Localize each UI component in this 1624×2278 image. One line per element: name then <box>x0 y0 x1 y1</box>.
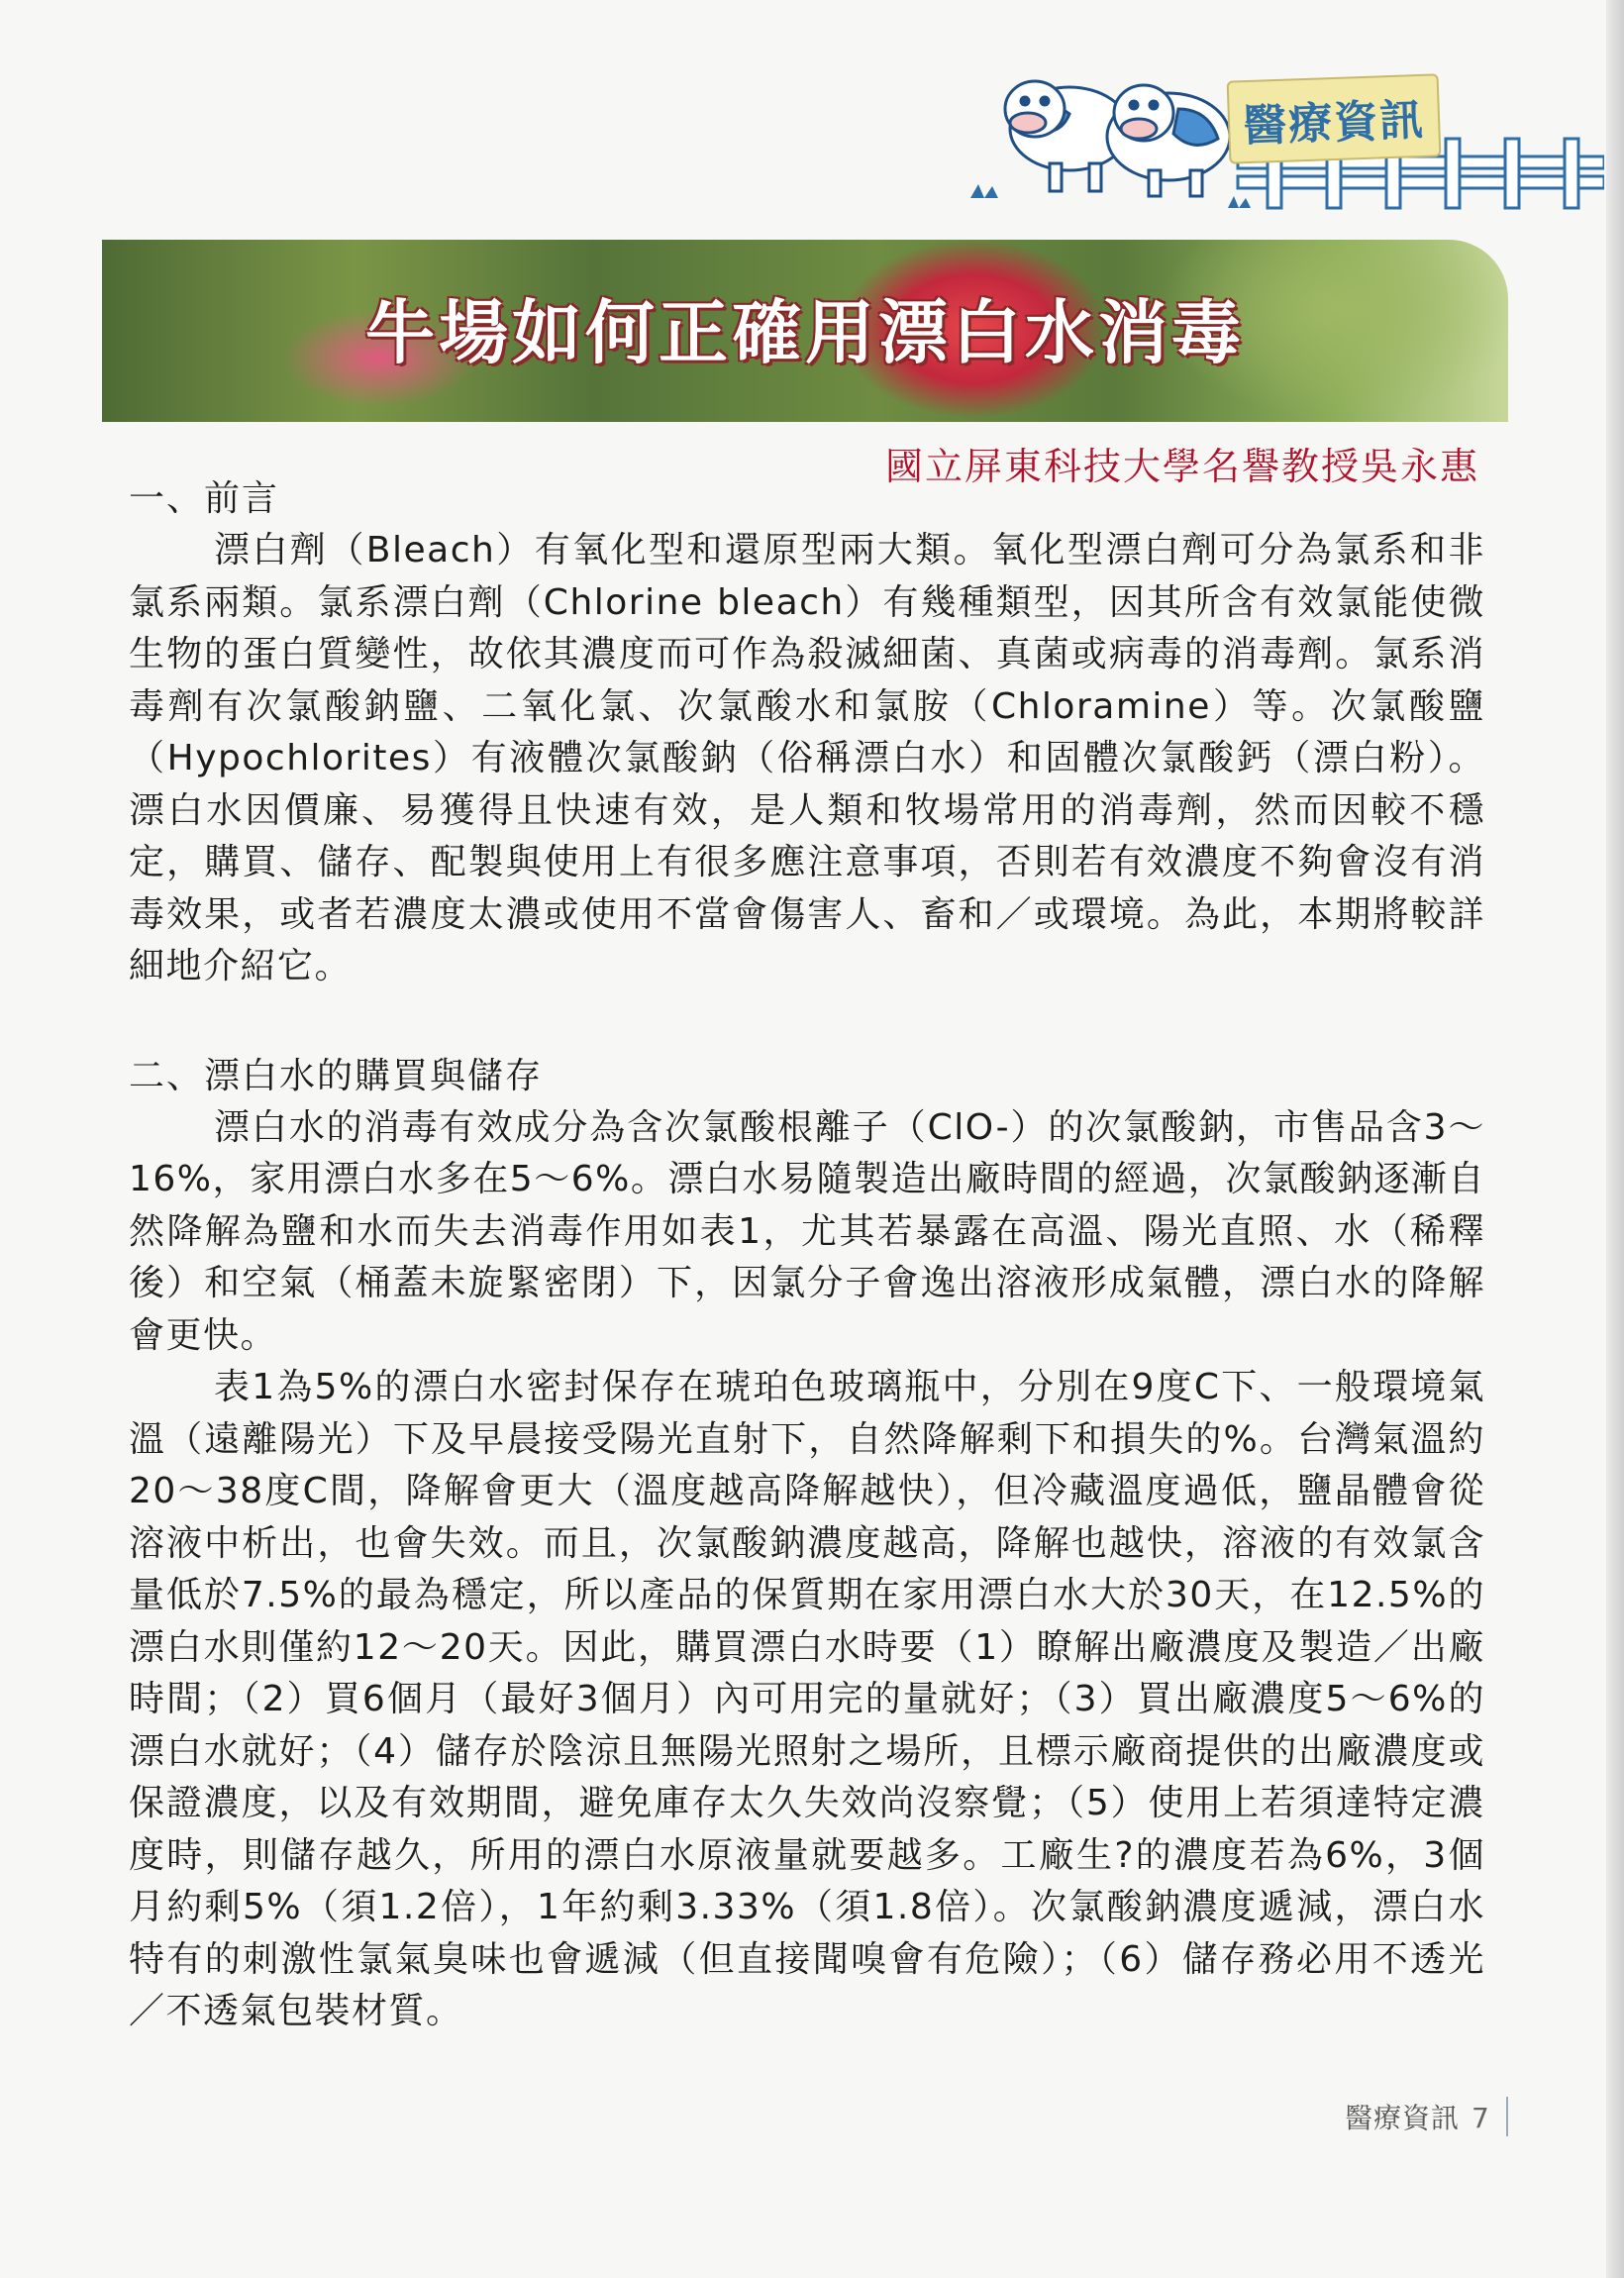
paragraph: 漂白水的消毒有效成分為含次氯酸根離子（ClO-）的次氯酸鈉，市售品含3～16%，家用漂白水多在5～6%。漂白水易隨製造出廠時間的經過，次氯酸鈉逐漸自然降解為鹽和水而失去消毒作用如表1，尤其若暴露在高溫、陽光直照、水（稀釋後）和空氣（桶蓋未旋緊密閉）下，因氯分子會逸出溶液形成氣體，漂白水的降解會更快。 <box>129 1106 1485 1356</box>
paragraph: 漂白劑（Bleach）有氧化型和還原型兩大類。氧化型漂白劑可分為氯系和非氯系兩類。氯系漂白劑（Chlorine bleach）有幾種類型，因其所含有效氯能使微生物的蛋白質變性，故依其濃度而可作為殺滅細菌、真菌或病毒的消毒劑。氯系消毒劑有次氯酸鈉鹽、二氧化氯、次氯酸水和氯胺（Chloramine）等。次氯酸鹽（Hypochlorites）有液體次氯酸鈉（俗稱漂白水）和固體次氯酸鈣（漂白粉）。漂白水因價廉、易獲得且快速有效，是人類和牧場常用的消毒劑，然而因較不穩定，購買、儲存、配製與使用上有很多應注意事項，否則若有效濃度不夠會沒有消毒效果，或者若濃度太濃或使用不當會傷害人、畜和／或環境。為此，本期將較詳細地介紹它。 <box>129 530 1485 986</box>
section-tag <box>1227 73 1442 163</box>
page-footer <box>1345 2097 1508 2136</box>
author-line: 國立屏東科技大學名譽教授吳永惠 <box>884 445 1479 488</box>
title-banner <box>102 240 1508 422</box>
page-number: 7 <box>1472 2102 1490 2134</box>
section-gap <box>129 993 1485 1051</box>
section-heading-purchase-storage: 二、漂白水的購買與儲存 <box>129 1055 544 1096</box>
page-edge-shading <box>1606 0 1624 2278</box>
section-heading-intro: 一、前言 <box>129 478 280 519</box>
article-body <box>129 473 1485 2038</box>
section-tag-label: 醫療資訊 <box>1242 94 1426 153</box>
article-title: 牛場如何正確用漂白水消毒 <box>365 292 1245 373</box>
footer-label: 醫療資訊 <box>1345 2102 1461 2134</box>
paragraph: 表1為5%的漂白水密封保存在琥珀色玻璃瓶中，分別在9度C下、一般環境氣溫（遠離陽光）下及早晨接受陽光直射下，自然降解剩下和損失的%。台灣氣溫約20～38度C間，降解會更大（溫度越高降解越快），但冷藏溫度過低，鹽晶體會從溶液中析出，也會失效。而且，次氯酸鈉濃度越高，降解也越快，溶液的有效氯含量低於7.5%的最為穩定，所以產品的保質期在家用漂白水大於30天，在12.5%的漂白水則僅約12～20天。因此，購買漂白水時要（1）瞭解出廠濃度及製造／出廠時間；（2）買6個月（最好3個月）內可用完的量就好；（3）買出廠濃度5～6%的漂白水就好；（4）儲存於陰涼且無陽光照射之場所，且標示廠商提供的出廠濃度或保證濃度，以及有效期間，避免庫存太久失效尚沒察覺；（5）使用上若須達特定濃度時，則儲存越久，所用的漂白水原液量就要越多。工廠生?的濃度若為6%，3個月約剩5%（須1.2倍），1年約剩3.33%（須1.8倍）。次氯酸鈉濃度遞減，漂白水特有的刺激性氯氣臭味也會遞減（但直接聞嗅會有危險）；（6）儲存務必用不透光／不透氣包裝材質。 <box>129 1367 1485 2031</box>
